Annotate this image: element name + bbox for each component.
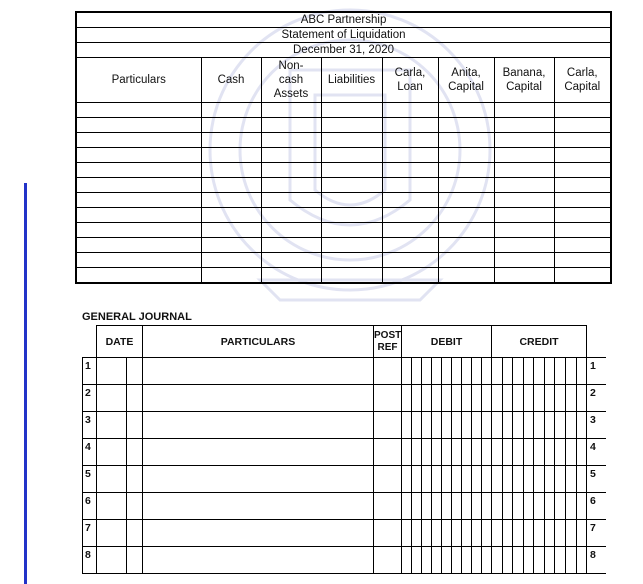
credit-cell[interactable]	[492, 466, 587, 493]
statement-cell[interactable]	[76, 133, 201, 148]
journal-row	[83, 493, 606, 520]
header-cash: Cash	[201, 58, 261, 103]
statement-cell[interactable]	[382, 103, 438, 118]
date-month-cell[interactable]	[97, 493, 127, 520]
debit-columns	[402, 358, 491, 384]
debit-cell[interactable]	[402, 520, 492, 547]
statement-cell[interactable]	[321, 118, 382, 133]
post-ref-line2: REF	[377, 341, 398, 353]
statement-row	[76, 193, 611, 208]
date-month-cell[interactable]	[97, 412, 127, 439]
date-month-cell[interactable]	[97, 466, 127, 493]
row-number: 4	[83, 439, 97, 466]
post-ref-cell[interactable]	[374, 466, 402, 493]
header-noncash-line3: Assets	[273, 88, 309, 100]
post-ref-cell[interactable]	[374, 520, 402, 547]
statement-body	[76, 103, 611, 284]
statement-cell[interactable]	[76, 223, 201, 238]
statement-cell[interactable]	[261, 238, 321, 253]
debit-cell[interactable]	[402, 547, 492, 574]
journal-row	[83, 520, 606, 547]
general-journal-title: GENERAL JOURNAL	[82, 311, 192, 323]
post-ref-header	[374, 326, 402, 358]
header-banana-capital	[494, 58, 554, 103]
statement-cell[interactable]	[494, 148, 554, 163]
date-day-cell[interactable]	[127, 412, 143, 439]
statement-cell[interactable]	[382, 208, 438, 223]
row-number-right: 2	[587, 385, 606, 412]
statement-cell[interactable]	[76, 238, 201, 253]
statement-cell[interactable]	[438, 118, 494, 133]
debit-cell[interactable]	[402, 439, 492, 466]
row-number-right: 3	[587, 412, 606, 439]
particulars-cell[interactable]	[143, 520, 374, 547]
statement-cell[interactable]	[382, 268, 438, 284]
statement-cell[interactable]	[201, 223, 261, 238]
header-liabilities: Liabilities	[321, 58, 382, 103]
debit-cell[interactable]	[402, 493, 492, 520]
particulars-cell[interactable]	[143, 385, 374, 412]
debit-columns	[402, 520, 491, 546]
statement-cell[interactable]	[76, 208, 201, 223]
statement-cell[interactable]	[382, 193, 438, 208]
header-anita-line1: Anita,	[451, 67, 481, 79]
statement-cell[interactable]	[438, 148, 494, 163]
header-carla-capital-line2: Capital	[564, 81, 601, 93]
statement-cell[interactable]	[438, 163, 494, 178]
statement-cell[interactable]	[201, 208, 261, 223]
debit-columns	[402, 547, 491, 573]
statement-cell[interactable]	[201, 163, 261, 178]
header-anita-capital	[438, 58, 494, 103]
statement-cell[interactable]	[321, 238, 382, 253]
statement-row	[76, 238, 611, 253]
statement-row	[76, 163, 611, 178]
credit-cell[interactable]	[492, 412, 587, 439]
credit-columns	[492, 439, 586, 465]
row-number: 6	[83, 493, 97, 520]
credit-cell[interactable]	[492, 439, 587, 466]
statement-row	[76, 133, 611, 148]
date-day-cell[interactable]	[127, 547, 143, 574]
statement-cell[interactable]	[261, 208, 321, 223]
particulars-header: PARTICULARS	[143, 326, 374, 358]
date-month-cell[interactable]	[97, 439, 127, 466]
header-carla-capital	[554, 58, 611, 103]
credit-cell[interactable]	[492, 358, 587, 385]
post-ref-cell[interactable]	[374, 385, 402, 412]
statement-cell[interactable]	[554, 118, 611, 133]
header-noncash-line2: cash	[278, 74, 304, 86]
statement-cell[interactable]	[201, 193, 261, 208]
statement-cell[interactable]	[321, 208, 382, 223]
credit-columns	[492, 520, 586, 546]
statement-cell[interactable]	[554, 253, 611, 268]
company-name: ABC Partnership	[76, 12, 611, 28]
statement-cell[interactable]	[382, 223, 438, 238]
statement-cell[interactable]	[321, 193, 382, 208]
statement-cell[interactable]	[76, 253, 201, 268]
credit-cell[interactable]	[492, 520, 587, 547]
header-carla-loan	[382, 58, 438, 103]
statement-row	[76, 268, 611, 284]
row-number: 2	[83, 385, 97, 412]
row-number: 3	[83, 412, 97, 439]
statement-cell[interactable]	[261, 223, 321, 238]
statement-cell[interactable]	[438, 208, 494, 223]
credit-header: CREDIT	[492, 326, 587, 358]
statement-cell[interactable]	[261, 253, 321, 268]
row-number-right: 8	[587, 547, 606, 574]
statement-cell[interactable]	[554, 238, 611, 253]
header-banana-line1: Banana,	[502, 67, 546, 79]
statement-cell[interactable]	[201, 268, 261, 284]
statement-cell[interactable]	[201, 103, 261, 118]
particulars-cell[interactable]	[143, 358, 374, 385]
header-particulars: Particulars	[76, 58, 201, 103]
debit-columns	[402, 439, 491, 465]
statement-cell[interactable]	[201, 133, 261, 148]
statement-cell[interactable]	[261, 103, 321, 118]
particulars-cell[interactable]	[143, 412, 374, 439]
date-month-cell[interactable]	[97, 385, 127, 412]
row-number-header	[83, 326, 97, 358]
row-number-right: 5	[587, 466, 606, 493]
statement-cell[interactable]	[201, 178, 261, 193]
statement-row	[76, 223, 611, 238]
statement-cell[interactable]	[554, 193, 611, 208]
statement-cell[interactable]	[438, 133, 494, 148]
statement-date: December 31, 2020	[76, 43, 611, 58]
credit-columns	[492, 358, 586, 384]
general-journal-table	[82, 325, 606, 574]
date-month-cell[interactable]	[97, 547, 127, 574]
statement-cell[interactable]	[494, 208, 554, 223]
post-ref-cell[interactable]	[374, 493, 402, 520]
row-number-right: 1	[587, 358, 606, 385]
date-month-cell[interactable]	[97, 358, 127, 385]
statement-cell[interactable]	[554, 133, 611, 148]
row-number: 1	[83, 358, 97, 385]
debit-cell[interactable]	[402, 358, 492, 385]
row-number-right: 7	[587, 520, 606, 547]
statement-cell[interactable]	[554, 148, 611, 163]
row-number-right: 4	[587, 439, 606, 466]
statement-cell[interactable]	[554, 208, 611, 223]
post-ref-cell[interactable]	[374, 439, 402, 466]
statement-cell[interactable]	[382, 118, 438, 133]
statement-cell[interactable]	[382, 133, 438, 148]
statement-cell[interactable]	[554, 163, 611, 178]
row-number-right: 6	[587, 493, 606, 520]
statement-cell[interactable]	[321, 133, 382, 148]
statement-cell[interactable]	[261, 178, 321, 193]
statement-cell[interactable]	[201, 253, 261, 268]
date-header: DATE	[97, 326, 143, 358]
statement-row	[76, 208, 611, 223]
statement-cell[interactable]	[76, 163, 201, 178]
date-day-cell[interactable]	[127, 358, 143, 385]
date-day-cell[interactable]	[127, 385, 143, 412]
general-journal-body	[83, 358, 606, 574]
statement-cell[interactable]	[554, 103, 611, 118]
journal-row	[83, 439, 606, 466]
statement-cell[interactable]	[321, 163, 382, 178]
debit-cell[interactable]	[402, 385, 492, 412]
statement-cell[interactable]	[321, 253, 382, 268]
credit-columns	[492, 466, 586, 492]
date-day-cell[interactable]	[127, 520, 143, 547]
statement-cell[interactable]	[261, 193, 321, 208]
statement-row	[76, 178, 611, 193]
debit-columns	[402, 493, 491, 519]
statement-cell[interactable]	[554, 223, 611, 238]
particulars-cell[interactable]	[143, 439, 374, 466]
statement-cell[interactable]	[321, 103, 382, 118]
statement-cell[interactable]	[494, 223, 554, 238]
statement-cell[interactable]	[261, 268, 321, 284]
header-noncash-line1: Non-	[278, 60, 304, 72]
row-number-right-header	[587, 326, 606, 358]
statement-of-liquidation-table	[75, 11, 612, 284]
statement-cell[interactable]	[438, 238, 494, 253]
header-carla-loan-line1: Carla,	[394, 67, 426, 79]
statement-cell[interactable]	[76, 118, 201, 133]
statement-cell[interactable]	[201, 148, 261, 163]
journal-row	[83, 547, 606, 574]
statement-cell[interactable]	[494, 193, 554, 208]
statement-cell[interactable]	[438, 223, 494, 238]
row-number: 8	[83, 547, 97, 574]
header-carla-capital-line1: Carla,	[566, 67, 598, 79]
statement-cell[interactable]	[494, 103, 554, 118]
date-day-cell[interactable]	[127, 466, 143, 493]
credit-cell[interactable]	[492, 385, 587, 412]
statement-cell[interactable]	[76, 103, 201, 118]
statement-cell[interactable]	[382, 253, 438, 268]
statement-cell[interactable]	[76, 148, 201, 163]
credit-columns	[492, 493, 586, 519]
post-ref-cell[interactable]	[374, 547, 402, 574]
header-banana-line2: Capital	[506, 81, 542, 93]
credit-columns	[492, 412, 586, 438]
date-day-cell[interactable]	[127, 439, 143, 466]
post-ref-line1: POST	[374, 329, 402, 341]
statement-cell[interactable]	[494, 178, 554, 193]
statement-cell[interactable]	[201, 118, 261, 133]
row-number: 7	[83, 520, 97, 547]
statement-cell[interactable]	[261, 118, 321, 133]
credit-cell[interactable]	[492, 493, 587, 520]
particulars-cell[interactable]	[143, 493, 374, 520]
date-day-cell[interactable]	[127, 493, 143, 520]
statement-cell[interactable]	[201, 238, 261, 253]
statement-cell[interactable]	[494, 253, 554, 268]
post-ref-cell[interactable]	[374, 412, 402, 439]
date-month-cell[interactable]	[97, 520, 127, 547]
statement-cell[interactable]	[438, 268, 494, 284]
credit-columns	[492, 385, 586, 411]
statement-cell[interactable]	[76, 178, 201, 193]
statement-row	[76, 253, 611, 268]
statement-row	[76, 103, 611, 118]
credit-cell[interactable]	[492, 547, 587, 574]
statement-cell[interactable]	[438, 193, 494, 208]
statement-cell[interactable]	[438, 103, 494, 118]
header-anita-line2: Capital	[448, 81, 484, 93]
statement-cell[interactable]	[382, 238, 438, 253]
statement-row	[76, 118, 611, 133]
header-noncash-assets	[261, 58, 321, 103]
journal-row	[83, 466, 606, 493]
statement-cell[interactable]	[76, 268, 201, 284]
particulars-cell[interactable]	[143, 547, 374, 574]
statement-cell[interactable]	[261, 163, 321, 178]
accent-bar	[24, 183, 27, 584]
statement-cell[interactable]	[261, 148, 321, 163]
statement-cell[interactable]	[494, 238, 554, 253]
debit-header: DEBIT	[402, 326, 492, 358]
statement-cell[interactable]	[494, 163, 554, 178]
statement-cell[interactable]	[76, 193, 201, 208]
statement-cell[interactable]	[382, 148, 438, 163]
row-number: 5	[83, 466, 97, 493]
debit-columns	[402, 412, 491, 438]
statement-cell[interactable]	[321, 178, 382, 193]
statement-title: Statement of Liquidation	[76, 28, 611, 43]
statement-cell[interactable]	[321, 148, 382, 163]
debit-cell[interactable]	[402, 412, 492, 439]
statement-cell[interactable]	[438, 178, 494, 193]
statement-cell[interactable]	[382, 178, 438, 193]
statement-cell[interactable]	[321, 268, 382, 284]
journal-row	[83, 358, 606, 385]
post-ref-cell[interactable]	[374, 358, 402, 385]
statement-cell[interactable]	[494, 268, 554, 284]
debit-columns	[402, 385, 491, 411]
statement-cell[interactable]	[554, 268, 611, 284]
credit-columns	[492, 547, 586, 573]
debit-columns	[402, 466, 491, 492]
statement-cell[interactable]	[438, 253, 494, 268]
particulars-cell[interactable]	[143, 466, 374, 493]
statement-cell[interactable]	[261, 133, 321, 148]
debit-cell[interactable]	[402, 466, 492, 493]
header-carla-loan-line2: Loan	[397, 81, 423, 93]
statement-cell[interactable]	[494, 133, 554, 148]
statement-cell[interactable]	[321, 223, 382, 238]
journal-row	[83, 385, 606, 412]
statement-row	[76, 148, 611, 163]
statement-cell[interactable]	[382, 163, 438, 178]
journal-row	[83, 412, 606, 439]
statement-cell[interactable]	[554, 178, 611, 193]
statement-cell[interactable]	[494, 118, 554, 133]
